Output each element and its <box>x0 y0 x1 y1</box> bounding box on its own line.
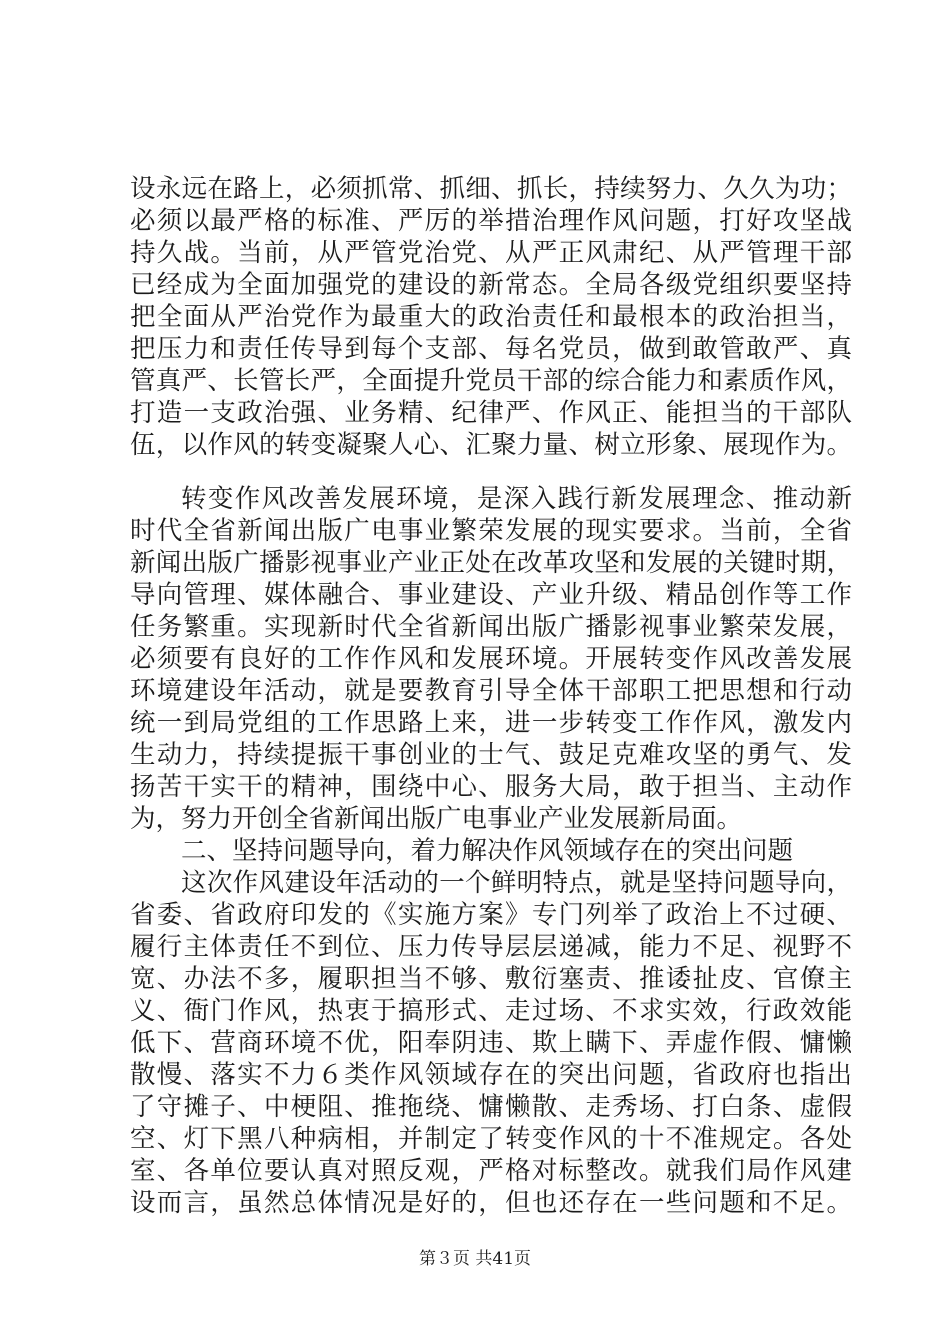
paragraph-line: 省委、省政府印发的《实施方案》专门列举了政治上不过硬、 <box>130 900 852 930</box>
paragraph-line: 为，努力开创全省新闻出版广电事业产业发展新局面。 <box>130 804 743 834</box>
paragraph-line: 持久战。当前，从严管党治党、从严正风肃纪、从严管理干部 <box>130 238 852 268</box>
paragraph-line: 伍，以作风的转变凝聚人心、汇聚力量、树立形象、展现作为。 <box>130 430 852 460</box>
paragraph-line: 新闻出版广播影视事业产业正处在改革攻坚和发展的关键时期， <box>130 548 852 578</box>
paragraph-line: 设而言，虽然总体情况是好的，但也还存在一些问题和不足。 <box>130 1188 852 1218</box>
paragraph-line: 必须以最严格的标准、严厉的举措治理作风问题，打好攻坚战 <box>130 206 852 236</box>
paragraph-line: 统一到局党组的工作思路上来，进一步转变工作作风，激发内 <box>130 708 852 738</box>
section-heading: 二、坚持问题导向，着力解决作风领域存在的突出问题 <box>181 836 794 866</box>
paragraph-line: 时代全省新闻出版广电事业繁荣发展的现实要求。当前，全省 <box>130 516 852 546</box>
paragraph-line: 环境建设年活动，就是要教育引导全体干部职工把思想和行动 <box>130 676 852 706</box>
paragraph-line: 任务繁重。实现新时代全省新闻出版广播影视事业繁荣发展， <box>130 612 852 642</box>
paragraph-line: 义、衙门作风，热衷于搞形式、走过场、不求实效，行政效能 <box>130 996 852 1026</box>
paragraph-line: 已经成为全面加强党的建设的新常态。全局各级党组织要坚持 <box>130 270 852 300</box>
paragraph-line: 导向管理、媒体融合、事业建设、产业升级、精品创作等工作 <box>130 580 852 610</box>
paragraph-line: 生动力，持续提振干事创业的士气、鼓足克难攻坚的勇气、发 <box>130 740 852 770</box>
paragraph-line: 把压力和责任传导到每个支部、每名党员，做到敢管敢严、真 <box>130 334 852 364</box>
paragraph-line: 宽、办法不多，履职担当不够、敷衍塞责、推诿扯皮、官僚主 <box>130 964 852 994</box>
paragraph-line: 室、各单位要认真对照反观，严格对标整改。就我们局作风建 <box>130 1156 852 1186</box>
paragraph-line: 打造一支政治强、业务精、纪律严、作风正、能担当的干部队 <box>130 398 852 428</box>
paragraph-line: 了守摊子、中梗阻、推拖绕、慵懒散、走秀场、打白条、虚假 <box>130 1092 852 1122</box>
paragraph-line: 这次作风建设年活动的一个鲜明特点，就是坚持问题导向， <box>181 868 852 898</box>
paragraph-line: 必须要有良好的工作作风和发展环境。开展转变作风改善发展 <box>130 644 852 674</box>
paragraph-line: 转变作风改善发展环境，是深入践行新发展理念、推动新 <box>181 484 852 514</box>
paragraph-line: 把全面从严治党作为最重大的政治责任和最根本的政治担当， <box>130 302 852 332</box>
paragraph-line: 管真严、长管长严，全面提升党员干部的综合能力和素质作风， <box>130 366 852 396</box>
paragraph-line: 扬苦干实干的精神，围绕中心、服务大局，敢于担当、主动作 <box>130 772 852 802</box>
paragraph-line: 空、灯下黑八种病相，并制定了转变作风的十不准规定。各处 <box>130 1124 852 1154</box>
paragraph-line: 设永远在路上，必须抓常、抓细、抓长，持续努力、久久为功； <box>130 174 852 204</box>
page-number-footer: 第３页 共41页 <box>418 1249 532 1269</box>
paragraph-line: 低下、营商环境不优，阳奉阴违、欺上瞒下、弄虚作假、慵懒 <box>130 1028 852 1058</box>
paragraph-line: 履行主体责任不到位、压力传导层层递减，能力不足、视野不 <box>130 932 852 962</box>
paragraph-line: 散慢、落实不力６类作风领域存在的突出问题，省政府也指出 <box>130 1060 852 1090</box>
